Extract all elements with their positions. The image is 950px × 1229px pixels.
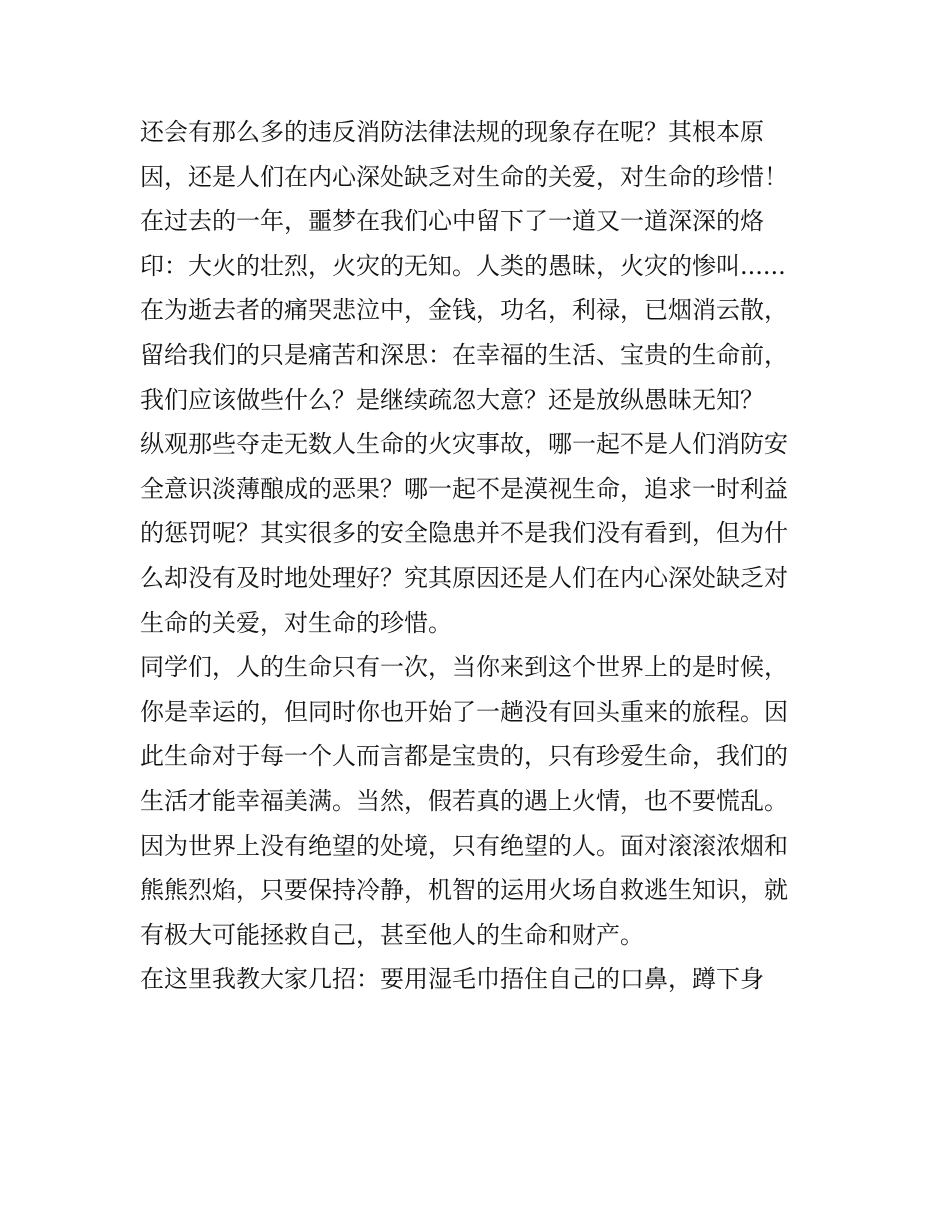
text-line: 在为逝去者的痛哭悲泣中，金钱，功名，利禄，已烟消云散， bbox=[140, 296, 788, 325]
text-line: 纵观那些夺走无数人生命的火灾事故，哪一起不是人们消防安 bbox=[140, 430, 788, 459]
text-line: 在过去的一年，噩梦在我们心中留下了一道又一道深深的烙 bbox=[140, 207, 764, 236]
text-line: 同学们，人的生命只有一次，当你来到这个世界上的是时候， bbox=[140, 653, 788, 682]
text-line: 留给我们的只是痛苦和深思：在幸福的生活、宝贵的生命前， bbox=[140, 340, 788, 369]
text-line: 生命的关爱，对生命的珍惜。 bbox=[140, 608, 452, 637]
body-text bbox=[140, 110, 840, 1002]
text-line: 全意识淡薄酿成的恶果？哪一起不是漠视生命，追求一时利益 bbox=[140, 474, 788, 503]
text-line: 有极大可能拯救自己，甚至他人的生命和财产。 bbox=[140, 920, 644, 949]
text-line: 生活才能幸福美满。当然，假若真的遇上火情，也不要慌乱。 bbox=[140, 786, 788, 815]
text-line: 此生命对于每一个人而言都是宝贵的，只有珍爱生命，我们的 bbox=[140, 742, 788, 771]
text-line: 我们应该做些什么？是继续疏忽大意？还是放纵愚昧无知？ bbox=[140, 385, 764, 414]
text-line: 还会有那么多的违反消防法律法规的现象存在呢？其根本原 bbox=[140, 118, 764, 146]
text-line: 的惩罚呢？其实很多的安全隐患并不是我们没有看到，但为什 bbox=[140, 519, 788, 548]
text-line: 因为世界上没有绝望的处境，只有绝望的人。面对滚滚浓烟和 bbox=[140, 831, 788, 860]
text-line: 印：大火的壮烈，火灾的无知。人类的愚昧，火灾的惨叫...... bbox=[140, 251, 786, 280]
text-line: 在这里我教大家几招：要用湿毛巾捂住自己的口鼻，蹲下身 bbox=[140, 965, 764, 994]
text-line: 么却没有及时地处理好？究其原因还是人们在内心深处缺乏对 bbox=[140, 563, 788, 592]
text-line: 你是幸运的，但同时你也开始了一趟没有回头重来的旅程。因 bbox=[140, 697, 788, 726]
text-line: 因，还是人们在内心深处缺乏对生命的关爱，对生命的珍惜！ bbox=[140, 162, 788, 191]
text-line: 熊熊烈焰，只要保持冷静，机智的运用火场自救逃生知识，就 bbox=[140, 876, 788, 905]
